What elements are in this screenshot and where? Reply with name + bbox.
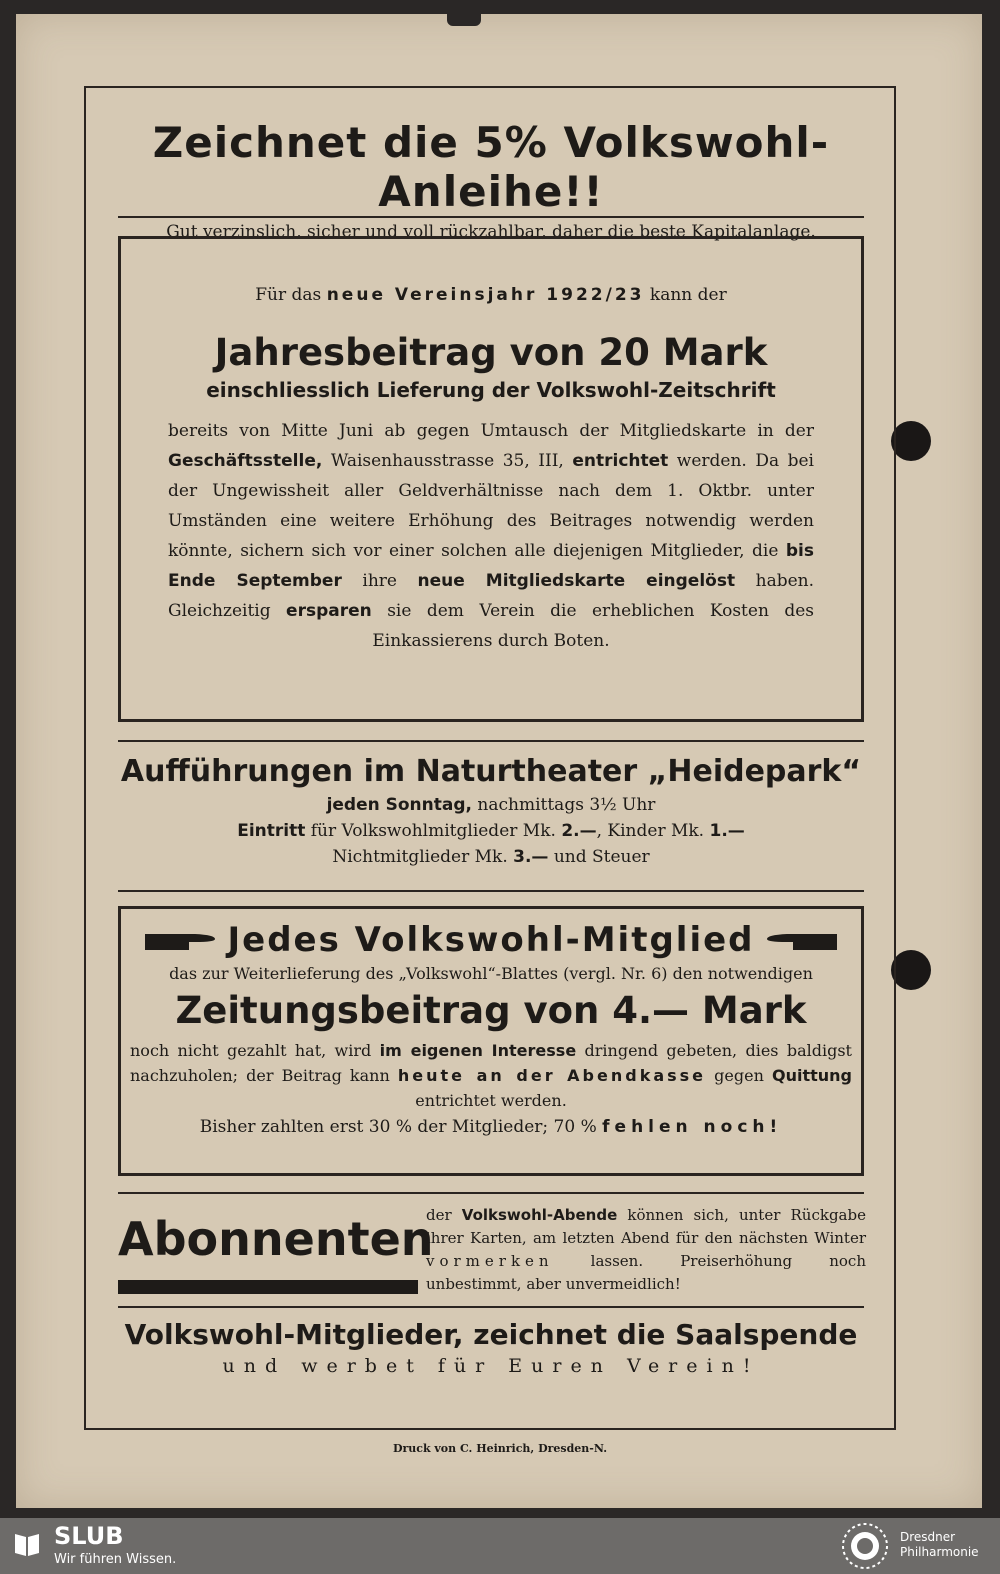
slub-name: SLUB [54, 1522, 124, 1550]
abonnenten-text-part: der [426, 1206, 452, 1224]
naturtheater-bold: jeden Sonntag, [326, 795, 472, 815]
abonnenten-bold: Volkswohl-Abende [461, 1206, 618, 1224]
mitglied-section [130, 920, 852, 1137]
paper-tear [447, 14, 481, 26]
punch-hole [891, 950, 931, 990]
heading [118, 118, 864, 242]
saalspende-title: Volkswohl-Mitglieder, zeichnet die Saalspende [124, 1318, 858, 1351]
naturtheater-price: 2.— [561, 821, 597, 841]
beitrag-intro [168, 285, 814, 305]
mitglied-text: dringend gebeten, dies baldigst nachzuholen; der Beitrag kann [130, 1041, 852, 1085]
mitglied-text: Bisher zahlten erst 30 % der Mitglieder; 70 % [199, 1117, 597, 1137]
mitglied-bold: Quittung [771, 1066, 852, 1085]
mitglied-bold: im eigenen Interesse [379, 1041, 577, 1060]
beitrag-intro-year: neue Vereinsjahr 1922/23 [326, 285, 645, 305]
mitglied-line1: das zur Weiterlieferung des „Volkswohl“-Blattes (vergl. Nr. 6) den notwendigen [169, 964, 813, 983]
footer-bar [0, 1518, 1000, 1574]
naturtheater-bold: Eintritt [237, 821, 306, 841]
beitrag-intro-c: kann der [649, 285, 727, 305]
saalspende-subtitle: und werbet für Euren Verein! [222, 1355, 760, 1377]
beitrag-text: Waisenhausstrasse 35, III, [330, 451, 564, 471]
beitrag-subtitle: einschliesslich Lieferung der Volkswohl-Zeitschrift [206, 378, 776, 402]
beitrag-text: haben. Gleichzeitig [168, 571, 815, 621]
punch-hole [891, 421, 931, 461]
beitrag-bold: ersparen [286, 601, 372, 621]
mitglied-last-line [130, 1117, 852, 1137]
abonnenten-bar [118, 1280, 418, 1294]
heading-subtitle: Gut verzinslich, sicher und voll rückzahlbar, daher die beste Kapitalanlage. [166, 222, 816, 242]
naturtheater-line3 [118, 847, 864, 867]
naturtheater-price: 1.— [709, 821, 745, 841]
slub-book-icon [12, 1529, 42, 1559]
beitrag-text: sie dem Verein die erheblichen Kosten des Einkassierens durch Boten. [372, 601, 815, 651]
mitglied-paragraph [130, 1038, 852, 1113]
beitrag-bold: bis Ende September [168, 541, 814, 591]
abonnenten-spaced: vormerken [426, 1252, 554, 1270]
mitglied-subtitle: Zeitungsbeitrag von 4.— Mark [175, 989, 807, 1032]
naturtheater-text: nachmittags 3½ Uhr [477, 795, 656, 815]
divider [118, 1306, 864, 1308]
beitrag-text: werden. Da bei der Ungewissheit aller Geldverhältnisse nach dem 1. Oktbr. unter Umständen eine weitere Erhöhung des Beitrages notwendig werden könnte, sichern sich vor einer solchen alle diejenigen Mitglieder, die [168, 451, 814, 561]
divider [118, 216, 864, 218]
beitrag-title: Jahresbeitrag von 20 Mark [214, 331, 768, 374]
beitrag-section [168, 285, 814, 656]
beitrag-paragraph [168, 416, 814, 656]
mitglied-title: Jedes Volkswohl-Mitglied [227, 920, 755, 960]
naturtheater-text: , Kinder Mk. [596, 821, 705, 841]
philharmonie-logo-icon [840, 1521, 890, 1571]
naturtheater-price: 3.— [513, 847, 549, 867]
naturtheater-text: und Steuer [553, 847, 650, 867]
naturtheater-title: Aufführungen im Naturtheater „Heidepark“ [120, 754, 862, 789]
slub-tagline: Wir führen Wissen. [54, 1552, 177, 1567]
mitglied-text: entrichtet werden. [415, 1091, 567, 1110]
naturtheater-text: Nichtmitglieder Mk. [332, 847, 508, 867]
partner-name-line: Philharmonie [900, 1545, 979, 1559]
beitrag-text: bereits von Mitte Juni ab gegen Umtausch der Mitgliedskarte in der [168, 421, 814, 441]
divider [118, 740, 864, 742]
beitrag-bold: entrichtet [572, 451, 669, 471]
pointing-hand-left-icon [765, 929, 837, 955]
mitglied-text: noch nicht gezahlt hat, wird [130, 1041, 372, 1060]
mitglied-text: gegen [714, 1066, 764, 1085]
abonnenten-text [426, 1204, 866, 1296]
abonnenten-text-part: können sich, unter Rückgabe ihrer Karten, am letzten Abend für den nächsten Winter [426, 1206, 866, 1247]
beitrag-intro-a: Für das [255, 285, 322, 305]
partner-name-line: Dresdner [900, 1530, 956, 1544]
abonnenten-title: Abonnenten [118, 1212, 434, 1266]
naturtheater-line2 [118, 821, 864, 841]
heading-title: Zeichnet die 5% Volkswohl-Anleihe!! [152, 118, 830, 216]
beitrag-bold: Geschäftsstelle, [168, 451, 323, 471]
naturtheater-line1 [118, 795, 864, 815]
partner-name [900, 1530, 979, 1560]
pointing-hand-right-icon [145, 929, 217, 955]
mitglied-bold: heute an der Abendkasse [397, 1066, 707, 1085]
naturtheater-text: für Volkswohlmitglieder Mk. [310, 821, 556, 841]
divider [118, 890, 864, 892]
abonnenten-title-block [118, 1202, 434, 1294]
beitrag-text: ihre [362, 571, 397, 591]
abonnenten-text-part: lassen. Preiserhöhung noch unbestimmt, aber unvermeidlich! [426, 1252, 866, 1293]
beitrag-bold: neue Mitgliedskarte eingelöst [417, 571, 736, 591]
printer-line: Druck von C. Heinrich, Dresden-N. [392, 1442, 608, 1455]
divider [118, 1192, 864, 1194]
mitglied-bold: fehlen noch! [602, 1117, 783, 1137]
naturtheater-section [118, 754, 864, 867]
mitglied-title-row [130, 920, 852, 960]
saalspende-section [118, 1318, 864, 1377]
